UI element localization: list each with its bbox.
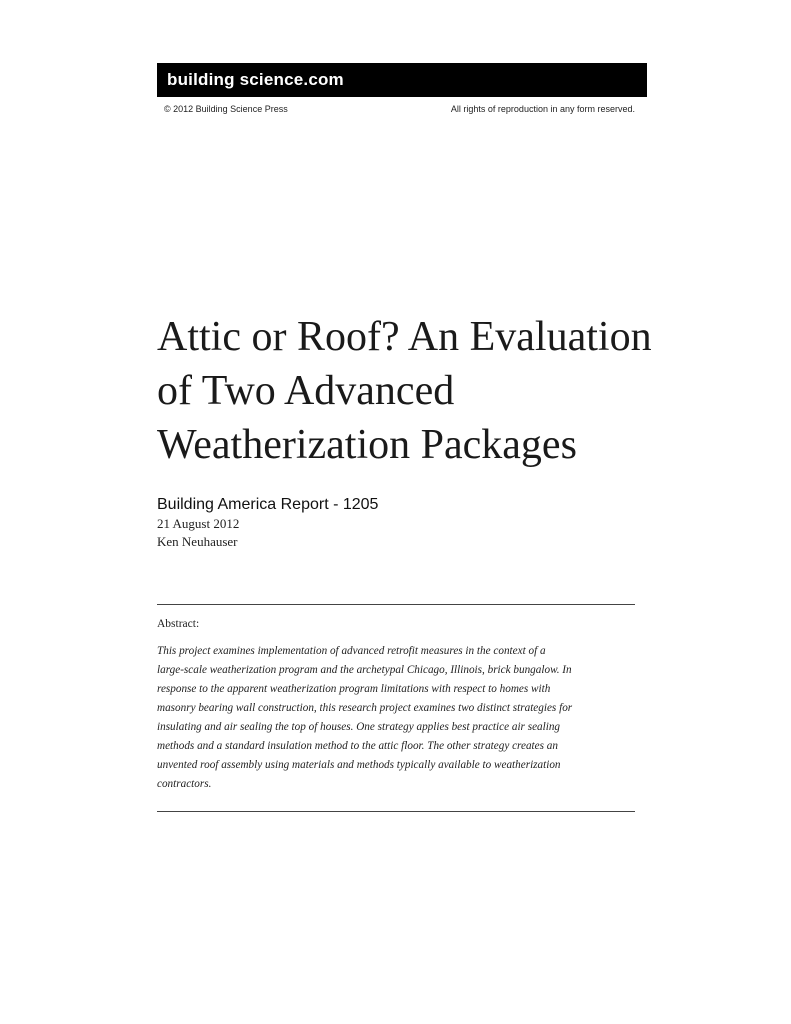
title-line: of Two Advanced — [157, 368, 455, 414]
abstract-line: masonry bearing wall construction, this research project examines two distinct strategies for — [157, 702, 573, 714]
brand-name: building science.com — [167, 70, 344, 89]
report-author: Ken Neuhauser — [157, 534, 238, 549]
abstract-bottom-divider — [157, 811, 635, 812]
rights-notice: All rights of reproduction in any form reserved. — [450, 104, 635, 114]
title-line: Weatherization Packages — [157, 422, 577, 468]
abstract-line: insulating and air sealing the top of houses. One strategy applies best practice air sealing — [157, 721, 561, 733]
abstract-body — [157, 642, 633, 794]
abstract-line: response to the apparent weatherization program limitations with respect to homes with — [157, 683, 551, 695]
abstract-line: unvented roof assembly using materials and methods typically available to weatherization — [157, 759, 561, 771]
abstract-line: large-scale weatherization program and the archetypal Chicago, Illinois, brick bungalow. In — [157, 664, 572, 676]
report-number: Building America Report - 1205 — [157, 496, 379, 513]
abstract-label: Abstract: — [157, 618, 200, 630]
copyright-notice: © 2012 Building Science Press — [164, 104, 288, 114]
abstract-line: methods and a standard insulation method to the attic floor. The other strategy creates an — [157, 740, 558, 752]
document-title — [157, 310, 757, 472]
title-line: Attic or Roof? An Evaluation — [157, 314, 652, 360]
abstract-line: This project examines implementation of advanced retrofit measures in the context of a — [157, 645, 546, 657]
header-bar — [157, 63, 647, 97]
report-date: 21 August 2012 — [157, 516, 240, 531]
abstract-line: contractors. — [157, 778, 212, 790]
abstract-top-divider — [157, 604, 635, 605]
